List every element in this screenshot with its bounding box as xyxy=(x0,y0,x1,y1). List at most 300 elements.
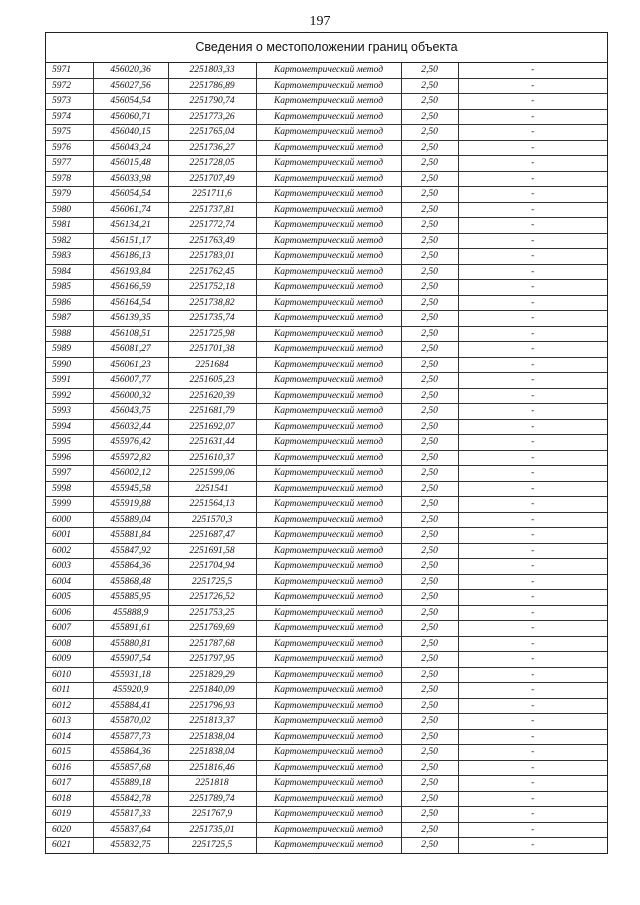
description-cell: - xyxy=(458,78,607,94)
accuracy-cell: 2,50 xyxy=(401,326,458,342)
accuracy-cell: 2,50 xyxy=(401,543,458,559)
x-coordinate-cell: 455919,88 xyxy=(93,497,168,513)
table-row xyxy=(46,450,607,466)
x-coordinate-cell: 455842,78 xyxy=(93,791,168,807)
table-row xyxy=(46,652,607,668)
x-coordinate-cell: 456002,12 xyxy=(93,466,168,482)
y-coordinate-cell: 2251605,23 xyxy=(168,373,256,389)
y-coordinate-cell: 2251681,79 xyxy=(168,404,256,420)
point-number-cell: 5994 xyxy=(46,419,93,435)
method-cell: Картометрический метод xyxy=(256,419,401,435)
table-row xyxy=(46,218,607,234)
y-coordinate-cell: 2251767,9 xyxy=(168,807,256,823)
method-cell: Картометрический метод xyxy=(256,357,401,373)
coordinates-table-body xyxy=(46,63,607,853)
x-coordinate-cell: 456032,44 xyxy=(93,419,168,435)
table-row xyxy=(46,404,607,420)
method-cell: Картометрический метод xyxy=(256,63,401,78)
table-row xyxy=(46,125,607,141)
y-coordinate-cell: 2251797,95 xyxy=(168,652,256,668)
table-row xyxy=(46,233,607,249)
y-coordinate-cell: 2251736,27 xyxy=(168,140,256,156)
method-cell: Картометрический метод xyxy=(256,450,401,466)
table-row xyxy=(46,714,607,730)
description-cell: - xyxy=(458,140,607,156)
accuracy-cell: 2,50 xyxy=(401,714,458,730)
point-number-cell: 6004 xyxy=(46,574,93,590)
accuracy-cell: 2,50 xyxy=(401,94,458,110)
y-coordinate-cell: 2251711,6 xyxy=(168,187,256,203)
x-coordinate-cell: 455888,9 xyxy=(93,605,168,621)
x-coordinate-cell: 456134,21 xyxy=(93,218,168,234)
description-cell: - xyxy=(458,543,607,559)
accuracy-cell: 2,50 xyxy=(401,760,458,776)
accuracy-cell: 2,50 xyxy=(401,342,458,358)
method-cell: Картометрический метод xyxy=(256,605,401,621)
y-coordinate-cell: 2251829,29 xyxy=(168,667,256,683)
method-cell: Картометрический метод xyxy=(256,140,401,156)
x-coordinate-cell: 456020,36 xyxy=(93,63,168,78)
table-row xyxy=(46,357,607,373)
point-number-cell: 5982 xyxy=(46,233,93,249)
x-coordinate-cell: 455832,75 xyxy=(93,838,168,853)
description-cell: - xyxy=(458,574,607,590)
accuracy-cell: 2,50 xyxy=(401,109,458,125)
accuracy-cell: 2,50 xyxy=(401,78,458,94)
y-coordinate-cell: 2251838,04 xyxy=(168,745,256,761)
accuracy-cell: 2,50 xyxy=(401,63,458,78)
table-row xyxy=(46,760,607,776)
accuracy-cell: 2,50 xyxy=(401,621,458,637)
accuracy-cell: 2,50 xyxy=(401,652,458,668)
x-coordinate-cell: 455920,9 xyxy=(93,683,168,699)
x-coordinate-cell: 456193,84 xyxy=(93,264,168,280)
x-coordinate-cell: 456054,54 xyxy=(93,187,168,203)
description-cell: - xyxy=(458,419,607,435)
y-coordinate-cell: 2251787,68 xyxy=(168,636,256,652)
table-row xyxy=(46,621,607,637)
point-number-cell: 6017 xyxy=(46,776,93,792)
x-coordinate-cell: 455877,73 xyxy=(93,729,168,745)
point-number-cell: 6001 xyxy=(46,528,93,544)
point-number-cell: 6008 xyxy=(46,636,93,652)
point-number-cell: 5993 xyxy=(46,404,93,420)
table-row xyxy=(46,373,607,389)
point-number-cell: 5978 xyxy=(46,171,93,187)
y-coordinate-cell: 2251725,5 xyxy=(168,574,256,590)
description-cell: - xyxy=(458,605,607,621)
accuracy-cell: 2,50 xyxy=(401,683,458,699)
x-coordinate-cell: 455945,58 xyxy=(93,481,168,497)
point-number-cell: 5988 xyxy=(46,326,93,342)
point-number-cell: 5997 xyxy=(46,466,93,482)
accuracy-cell: 2,50 xyxy=(401,140,458,156)
y-coordinate-cell: 2251813,37 xyxy=(168,714,256,730)
accuracy-cell: 2,50 xyxy=(401,776,458,792)
method-cell: Картометрический метод xyxy=(256,512,401,528)
description-cell: - xyxy=(458,295,607,311)
y-coordinate-cell: 2251752,18 xyxy=(168,280,256,296)
accuracy-cell: 2,50 xyxy=(401,156,458,172)
table-row xyxy=(46,156,607,172)
description-cell: - xyxy=(458,698,607,714)
table-row xyxy=(46,559,607,575)
accuracy-cell: 2,50 xyxy=(401,388,458,404)
point-number-cell: 5989 xyxy=(46,342,93,358)
table-row xyxy=(46,388,607,404)
accuracy-cell: 2,50 xyxy=(401,822,458,838)
method-cell: Картометрический метод xyxy=(256,760,401,776)
accuracy-cell: 2,50 xyxy=(401,419,458,435)
x-coordinate-cell: 455885,95 xyxy=(93,590,168,606)
point-number-cell: 6006 xyxy=(46,605,93,621)
method-cell: Картометрический метод xyxy=(256,171,401,187)
point-number-cell: 5999 xyxy=(46,497,93,513)
point-number-cell: 5980 xyxy=(46,202,93,218)
x-coordinate-cell: 455870,02 xyxy=(93,714,168,730)
description-cell: - xyxy=(458,202,607,218)
point-number-cell: 6018 xyxy=(46,791,93,807)
point-number-cell: 5971 xyxy=(46,63,93,78)
y-coordinate-cell: 2251691,58 xyxy=(168,543,256,559)
y-coordinate-cell: 2251772,74 xyxy=(168,218,256,234)
point-number-cell: 6005 xyxy=(46,590,93,606)
accuracy-cell: 2,50 xyxy=(401,357,458,373)
method-cell: Картометрический метод xyxy=(256,776,401,792)
point-number-cell: 5996 xyxy=(46,450,93,466)
accuracy-cell: 2,50 xyxy=(401,450,458,466)
x-coordinate-cell: 456108,51 xyxy=(93,326,168,342)
accuracy-cell: 2,50 xyxy=(401,125,458,141)
point-number-cell: 5995 xyxy=(46,435,93,451)
description-cell: - xyxy=(458,125,607,141)
table-row xyxy=(46,481,607,497)
point-number-cell: 5975 xyxy=(46,125,93,141)
method-cell: Картометрический метод xyxy=(256,295,401,311)
description-cell: - xyxy=(458,760,607,776)
x-coordinate-cell: 455868,48 xyxy=(93,574,168,590)
method-cell: Картометрический метод xyxy=(256,94,401,110)
description-cell: - xyxy=(458,838,607,853)
accuracy-cell: 2,50 xyxy=(401,466,458,482)
x-coordinate-cell: 456027,56 xyxy=(93,78,168,94)
x-coordinate-cell: 455884,41 xyxy=(93,698,168,714)
table-row xyxy=(46,63,607,78)
description-cell: - xyxy=(458,249,607,265)
accuracy-cell: 2,50 xyxy=(401,745,458,761)
description-cell: - xyxy=(458,590,607,606)
accuracy-cell: 2,50 xyxy=(401,729,458,745)
description-cell: - xyxy=(458,311,607,327)
table-row xyxy=(46,543,607,559)
method-cell: Картометрический метод xyxy=(256,574,401,590)
method-cell: Картометрический метод xyxy=(256,621,401,637)
x-coordinate-cell: 456060,71 xyxy=(93,109,168,125)
method-cell: Картометрический метод xyxy=(256,404,401,420)
table-row xyxy=(46,94,607,110)
table-row xyxy=(46,326,607,342)
point-number-cell: 6003 xyxy=(46,559,93,575)
table-row xyxy=(46,264,607,280)
accuracy-cell: 2,50 xyxy=(401,311,458,327)
method-cell: Картометрический метод xyxy=(256,683,401,699)
accuracy-cell: 2,50 xyxy=(401,481,458,497)
point-number-cell: 6021 xyxy=(46,838,93,853)
method-cell: Картометрический метод xyxy=(256,311,401,327)
point-number-cell: 6020 xyxy=(46,822,93,838)
y-coordinate-cell: 2251728,05 xyxy=(168,156,256,172)
description-cell: - xyxy=(458,497,607,513)
accuracy-cell: 2,50 xyxy=(401,838,458,853)
method-cell: Картометрический метод xyxy=(256,280,401,296)
y-coordinate-cell: 2251838,04 xyxy=(168,729,256,745)
description-cell: - xyxy=(458,714,607,730)
x-coordinate-cell: 455907,54 xyxy=(93,652,168,668)
description-cell: - xyxy=(458,326,607,342)
table-row xyxy=(46,202,607,218)
method-cell: Картометрический метод xyxy=(256,202,401,218)
point-number-cell: 6012 xyxy=(46,698,93,714)
method-cell: Картометрический метод xyxy=(256,218,401,234)
method-cell: Картометрический метод xyxy=(256,264,401,280)
table-row xyxy=(46,745,607,761)
x-coordinate-cell: 455857,68 xyxy=(93,760,168,776)
x-coordinate-cell: 455931,18 xyxy=(93,667,168,683)
y-coordinate-cell: 2251684 xyxy=(168,357,256,373)
point-number-cell: 5998 xyxy=(46,481,93,497)
x-coordinate-cell: 456007,77 xyxy=(93,373,168,389)
y-coordinate-cell: 2251786,89 xyxy=(168,78,256,94)
accuracy-cell: 2,50 xyxy=(401,249,458,265)
table-row xyxy=(46,466,607,482)
y-coordinate-cell: 2251753,25 xyxy=(168,605,256,621)
description-cell: - xyxy=(458,791,607,807)
point-number-cell: 6009 xyxy=(46,652,93,668)
table-row xyxy=(46,249,607,265)
method-cell: Картометрический метод xyxy=(256,388,401,404)
description-cell: - xyxy=(458,357,607,373)
x-coordinate-cell: 455847,92 xyxy=(93,543,168,559)
point-number-cell: 6002 xyxy=(46,543,93,559)
accuracy-cell: 2,50 xyxy=(401,187,458,203)
table-row xyxy=(46,683,607,699)
y-coordinate-cell: 2251707,49 xyxy=(168,171,256,187)
point-number-cell: 6011 xyxy=(46,683,93,699)
table-row xyxy=(46,838,607,853)
accuracy-cell: 2,50 xyxy=(401,233,458,249)
description-cell: - xyxy=(458,404,607,420)
description-cell: - xyxy=(458,621,607,637)
description-cell: - xyxy=(458,776,607,792)
x-coordinate-cell: 455880,81 xyxy=(93,636,168,652)
x-coordinate-cell: 456054,54 xyxy=(93,94,168,110)
point-number-cell: 5990 xyxy=(46,357,93,373)
method-cell: Картометрический метод xyxy=(256,342,401,358)
accuracy-cell: 2,50 xyxy=(401,295,458,311)
point-number-cell: 5987 xyxy=(46,311,93,327)
x-coordinate-cell: 455891,61 xyxy=(93,621,168,637)
y-coordinate-cell: 2251763,49 xyxy=(168,233,256,249)
point-number-cell: 5973 xyxy=(46,94,93,110)
y-coordinate-cell: 2251783,01 xyxy=(168,249,256,265)
y-coordinate-cell: 2251840,09 xyxy=(168,683,256,699)
method-cell: Картометрический метод xyxy=(256,590,401,606)
table-row xyxy=(46,295,607,311)
y-coordinate-cell: 2251735,74 xyxy=(168,311,256,327)
boundary-table-frame xyxy=(45,32,608,854)
table-row xyxy=(46,280,607,296)
accuracy-cell: 2,50 xyxy=(401,590,458,606)
method-cell: Картометрический метод xyxy=(256,233,401,249)
accuracy-cell: 2,50 xyxy=(401,497,458,513)
point-number-cell: 5972 xyxy=(46,78,93,94)
y-coordinate-cell: 2251610,37 xyxy=(168,450,256,466)
description-cell: - xyxy=(458,450,607,466)
y-coordinate-cell: 2251725,98 xyxy=(168,326,256,342)
accuracy-cell: 2,50 xyxy=(401,636,458,652)
x-coordinate-cell: 456015,48 xyxy=(93,156,168,172)
method-cell: Картометрический метод xyxy=(256,528,401,544)
point-number-cell: 5985 xyxy=(46,280,93,296)
point-number-cell: 6010 xyxy=(46,667,93,683)
method-cell: Картометрический метод xyxy=(256,326,401,342)
y-coordinate-cell: 2251620,39 xyxy=(168,388,256,404)
method-cell: Картометрический метод xyxy=(256,497,401,513)
y-coordinate-cell: 2251541 xyxy=(168,481,256,497)
method-cell: Картометрический метод xyxy=(256,373,401,389)
method-cell: Картометрический метод xyxy=(256,636,401,652)
coordinates-table xyxy=(46,63,607,853)
point-number-cell: 5979 xyxy=(46,187,93,203)
description-cell: - xyxy=(458,528,607,544)
accuracy-cell: 2,50 xyxy=(401,171,458,187)
accuracy-cell: 2,50 xyxy=(401,512,458,528)
table-row xyxy=(46,419,607,435)
point-number-cell: 5992 xyxy=(46,388,93,404)
x-coordinate-cell: 455972,82 xyxy=(93,450,168,466)
x-coordinate-cell: 456164,54 xyxy=(93,295,168,311)
x-coordinate-cell: 455817,33 xyxy=(93,807,168,823)
description-cell: - xyxy=(458,559,607,575)
description-cell: - xyxy=(458,187,607,203)
y-coordinate-cell: 2251816,46 xyxy=(168,760,256,776)
x-coordinate-cell: 456151,17 xyxy=(93,233,168,249)
description-cell: - xyxy=(458,342,607,358)
x-coordinate-cell: 456000,32 xyxy=(93,388,168,404)
table-row xyxy=(46,311,607,327)
y-coordinate-cell: 2251599,06 xyxy=(168,466,256,482)
x-coordinate-cell: 455881,84 xyxy=(93,528,168,544)
description-cell: - xyxy=(458,156,607,172)
x-coordinate-cell: 456040,15 xyxy=(93,125,168,141)
point-number-cell: 5976 xyxy=(46,140,93,156)
y-coordinate-cell: 2251738,82 xyxy=(168,295,256,311)
y-coordinate-cell: 2251789,74 xyxy=(168,791,256,807)
accuracy-cell: 2,50 xyxy=(401,698,458,714)
x-coordinate-cell: 456061,23 xyxy=(93,357,168,373)
point-number-cell: 6007 xyxy=(46,621,93,637)
point-number-cell: 6015 xyxy=(46,745,93,761)
accuracy-cell: 2,50 xyxy=(401,202,458,218)
point-number-cell: 5984 xyxy=(46,264,93,280)
point-number-cell: 5977 xyxy=(46,156,93,172)
description-cell: - xyxy=(458,171,607,187)
description-cell: - xyxy=(458,729,607,745)
point-number-cell: 6016 xyxy=(46,760,93,776)
description-cell: - xyxy=(458,636,607,652)
y-coordinate-cell: 2251737,81 xyxy=(168,202,256,218)
accuracy-cell: 2,50 xyxy=(401,373,458,389)
description-cell: - xyxy=(458,63,607,78)
x-coordinate-cell: 455864,36 xyxy=(93,559,168,575)
method-cell: Картометрический метод xyxy=(256,822,401,838)
accuracy-cell: 2,50 xyxy=(401,218,458,234)
description-cell: - xyxy=(458,512,607,528)
y-coordinate-cell: 2251692,07 xyxy=(168,419,256,435)
accuracy-cell: 2,50 xyxy=(401,574,458,590)
y-coordinate-cell: 2251803,33 xyxy=(168,63,256,78)
description-cell: - xyxy=(458,481,607,497)
method-cell: Картометрический метод xyxy=(256,481,401,497)
table-row xyxy=(46,497,607,513)
method-cell: Картометрический метод xyxy=(256,125,401,141)
point-number-cell: 5981 xyxy=(46,218,93,234)
accuracy-cell: 2,50 xyxy=(401,807,458,823)
description-cell: - xyxy=(458,373,607,389)
table-title: Сведения о местоположении границ объекта xyxy=(46,33,607,63)
description-cell: - xyxy=(458,822,607,838)
page-number: 197 xyxy=(309,14,331,29)
accuracy-cell: 2,50 xyxy=(401,605,458,621)
y-coordinate-cell: 2251631,44 xyxy=(168,435,256,451)
point-number-cell: 6019 xyxy=(46,807,93,823)
table-row xyxy=(46,187,607,203)
method-cell: Картометрический метод xyxy=(256,807,401,823)
table-row xyxy=(46,342,607,358)
point-number-cell: 5986 xyxy=(46,295,93,311)
method-cell: Картометрический метод xyxy=(256,652,401,668)
description-cell: - xyxy=(458,667,607,683)
description-cell: - xyxy=(458,652,607,668)
description-cell: - xyxy=(458,264,607,280)
table-row xyxy=(46,574,607,590)
description-cell: - xyxy=(458,745,607,761)
method-cell: Картометрический метод xyxy=(256,435,401,451)
x-coordinate-cell: 456081,27 xyxy=(93,342,168,358)
y-coordinate-cell: 2251570,3 xyxy=(168,512,256,528)
table-row xyxy=(46,729,607,745)
accuracy-cell: 2,50 xyxy=(401,435,458,451)
method-cell: Картометрический метод xyxy=(256,791,401,807)
y-coordinate-cell: 2251701,38 xyxy=(168,342,256,358)
method-cell: Картометрический метод xyxy=(256,109,401,125)
method-cell: Картометрический метод xyxy=(256,729,401,745)
accuracy-cell: 2,50 xyxy=(401,667,458,683)
description-cell: - xyxy=(458,435,607,451)
y-coordinate-cell: 2251735,01 xyxy=(168,822,256,838)
accuracy-cell: 2,50 xyxy=(401,528,458,544)
y-coordinate-cell: 2251765,04 xyxy=(168,125,256,141)
point-number-cell: 5974 xyxy=(46,109,93,125)
accuracy-cell: 2,50 xyxy=(401,559,458,575)
table-row xyxy=(46,822,607,838)
description-cell: - xyxy=(458,94,607,110)
description-cell: - xyxy=(458,466,607,482)
x-coordinate-cell: 456043,24 xyxy=(93,140,168,156)
table-row xyxy=(46,776,607,792)
description-cell: - xyxy=(458,109,607,125)
accuracy-cell: 2,50 xyxy=(401,280,458,296)
